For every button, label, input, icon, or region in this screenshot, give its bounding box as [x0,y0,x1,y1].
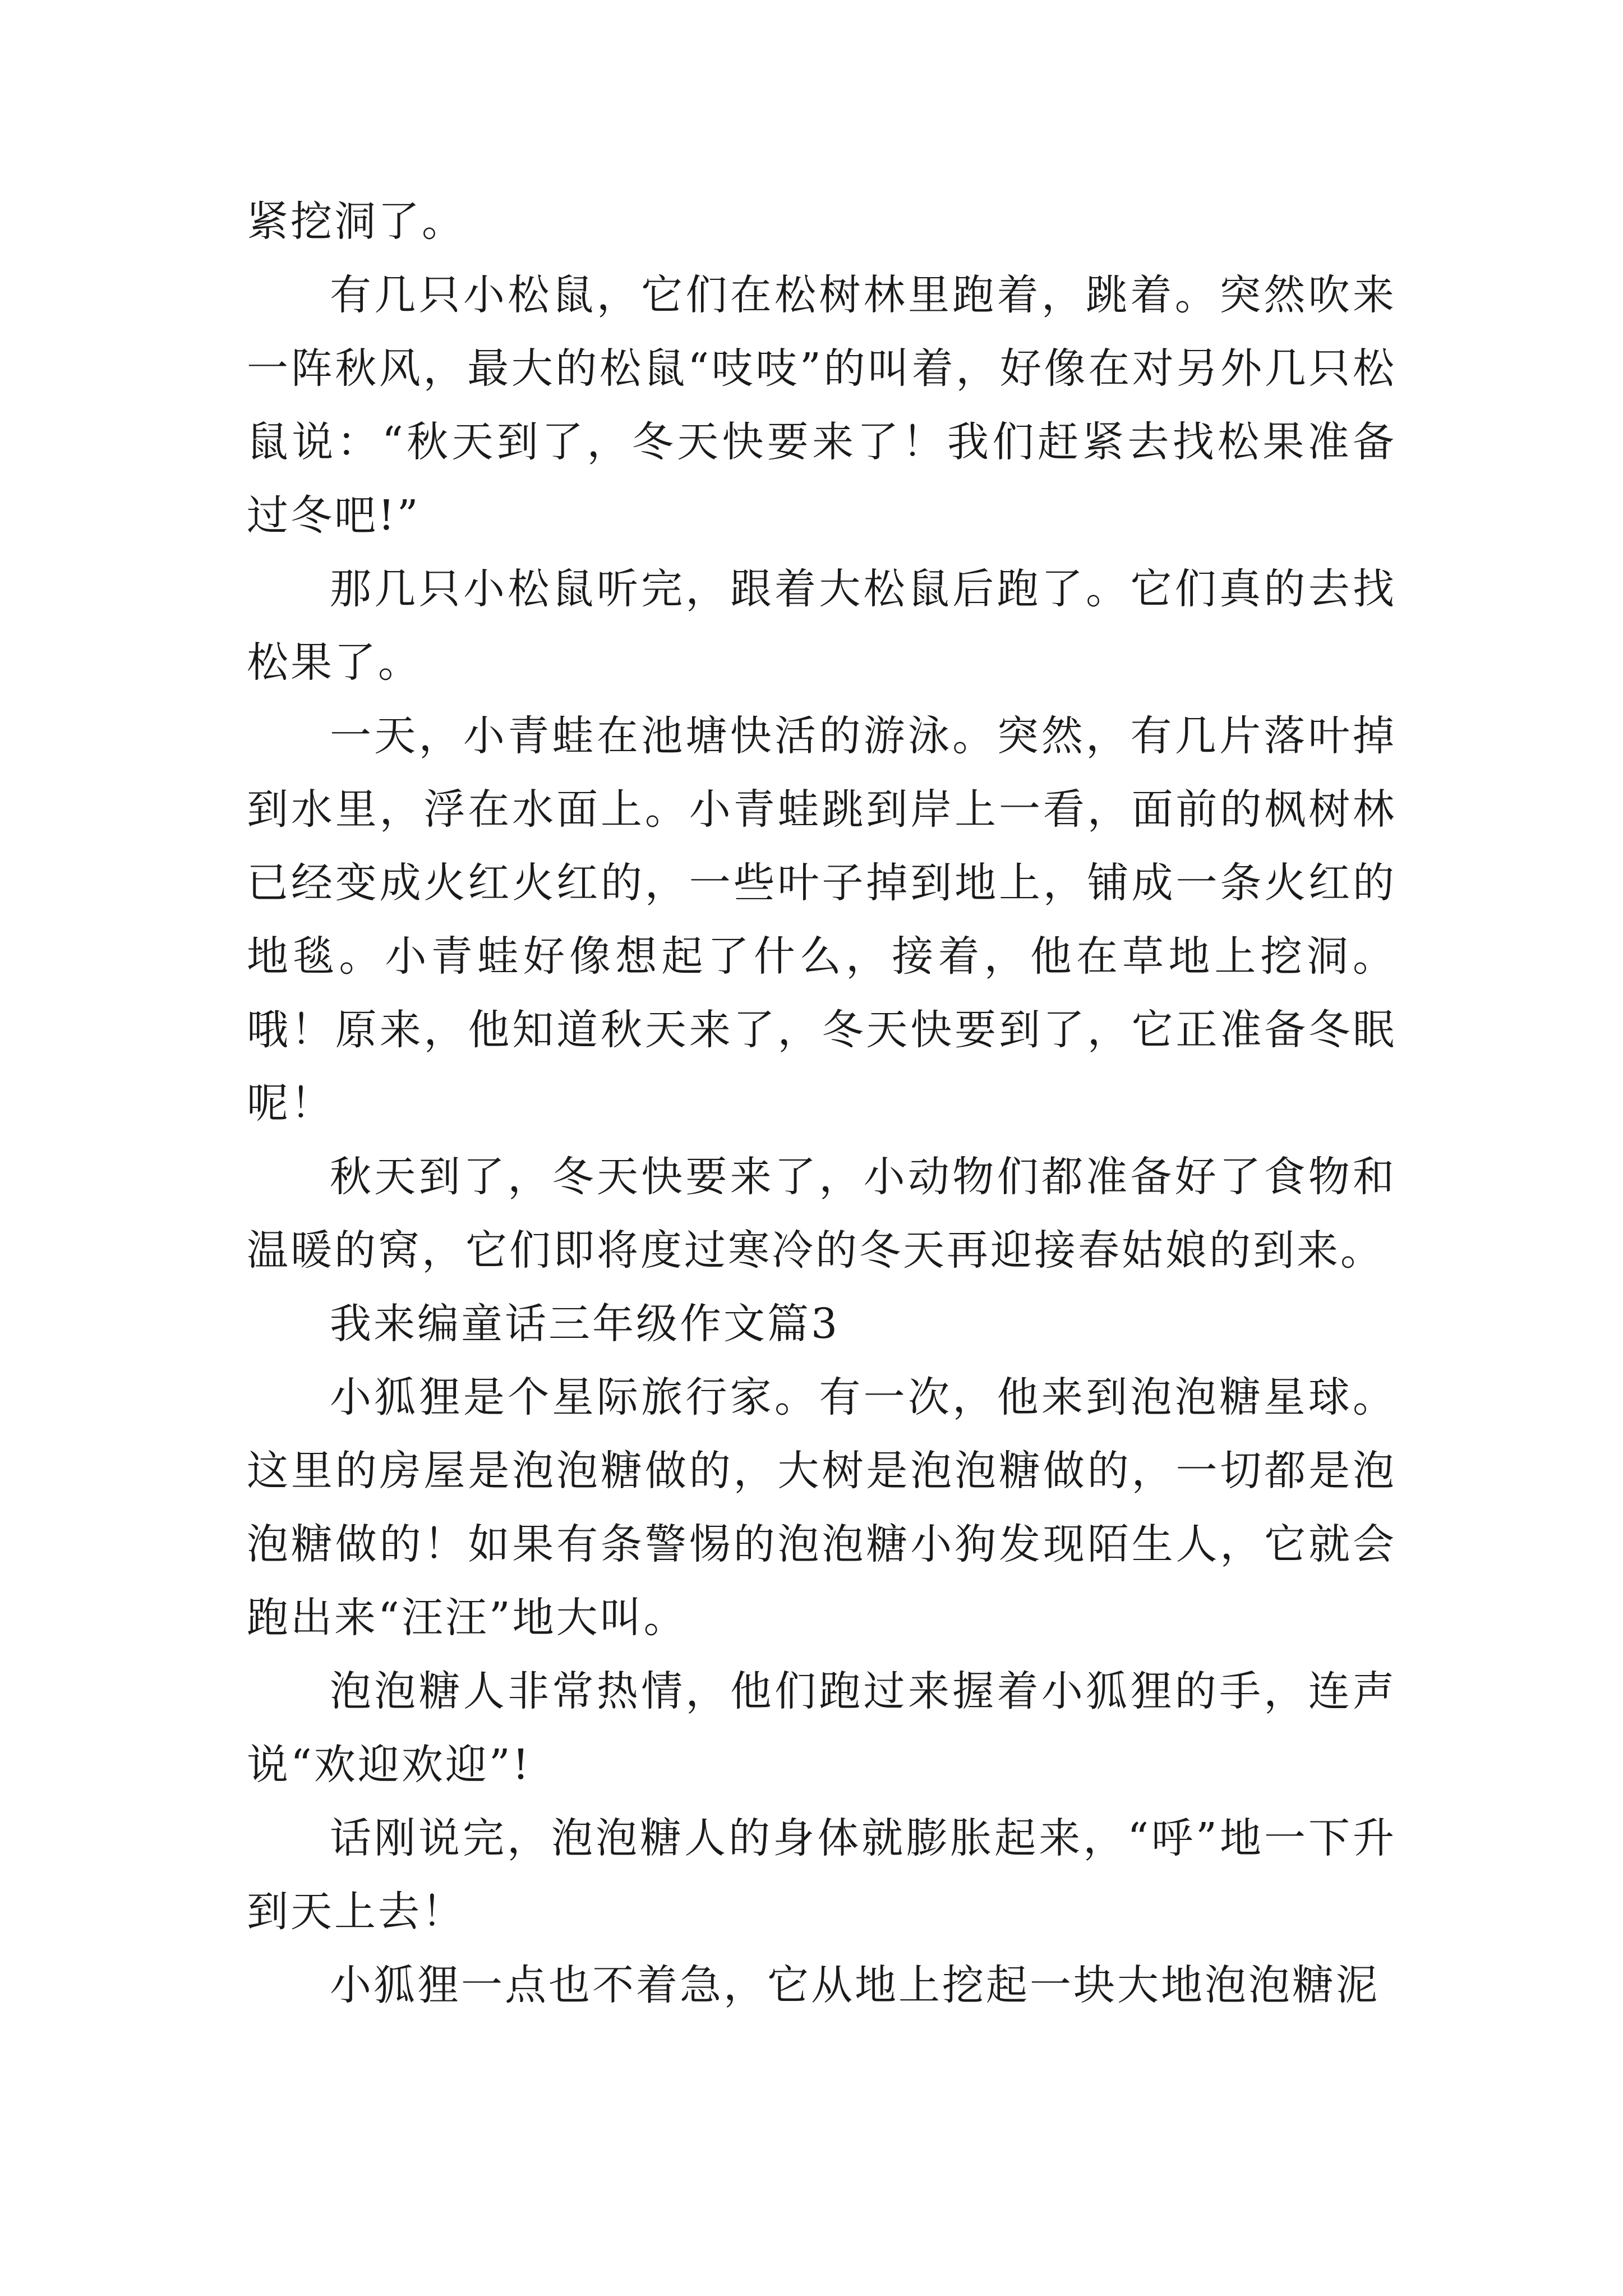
paragraph: 话刚说完，泡泡糖人的身体就膨胀起来，“呼”地一下升到天上去！ [247,1814,1396,1936]
paragraph: 一天，小青蛙在池塘快活的游泳。突然，有几片落叶掉到水里，浮在水面上。小青蛙跳到岸上一看，面前的枫树林已经变成火红火红的，一些叶子掉到地上，铺成一条火红的地毯。小青蛙好像想起了什么，接着，他在草地上挖洞。哦！原来，他知道秋天来了，冬天快要到了，它正准备冬眠呢！ [247,712,1396,1128]
paragraph: 泡泡糖人非常热情，他们跑过来握着小狐狸的手，连声说“欢迎欢迎”! [247,1667,1396,1789]
section-heading: 我来编童话三年级作文篇3 [330,1300,840,1348]
paragraph: 秋天到了，冬天快要来了，小动物们都准备好了食物和温暖的窝，它们即将度过寒冷的冬天再迎接春姑娘的到来。 [247,1153,1396,1274]
paragraph: 紧挖洞了。 [247,197,465,246]
paragraph: 那几只小松鼠听完，跟着大松鼠后跑了。它们真的去找松果了。 [247,565,1396,687]
body-text [247,185,1396,2022]
paragraph: 小狐狸一点也不着急，它从地上挖起一块大地泡泡糖泥 [330,1961,1380,2009]
paragraph: 有几只小松鼠，它们在松树林里跑着，跳着。突然吹来一阵秋风，最大的松鼠“吱吱”的叫着，好像在对另外几只松鼠说：“秋天到了，冬天快要来了！我们赶紧去找松果准备过冬吧!” [247,271,1396,540]
paragraph: 小狐狸是个星际旅行家。有一次，他来到泡泡糖星球。这里的房屋是泡泡糖做的，大树是泡泡糖做的，一切都是泡泡糖做的！如果有条警惕的泡泡糖小狗发现陌生人，它就会跑出来“汪汪”地大叫。 [247,1373,1396,1642]
